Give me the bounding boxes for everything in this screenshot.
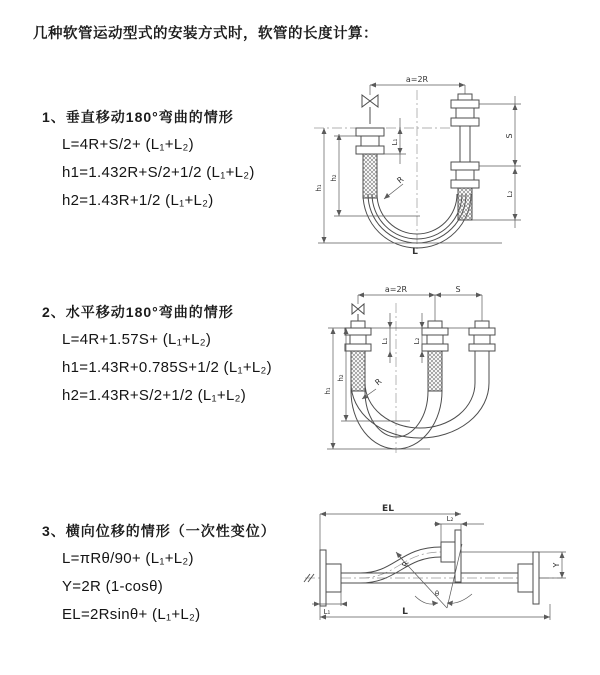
section-1-formula-L: L=4R+S/2+ (L₁+L₂) xyxy=(62,136,194,153)
section-3-formula-EL: EL=2Rsinθ+ (L₁+L₂) xyxy=(62,606,201,623)
section-2-formula-h2: h2=1.43R+S/2+1/2 (L₁+L₂) xyxy=(62,387,247,404)
left-flange xyxy=(320,550,341,606)
section-2-heading: 2、水平移动180°弯曲的情形 xyxy=(42,304,234,320)
hose-u-bends xyxy=(351,351,489,449)
page-title: 几种软管运动型式的安装方式时，软管的长度计算： xyxy=(33,26,378,42)
dim-label-y: Y xyxy=(552,562,561,568)
section-lateral-displacement xyxy=(42,522,342,624)
dim-label-el: EL xyxy=(382,504,394,514)
section-1-heading: 1、垂直移动180°弯曲的情形 xyxy=(42,109,234,125)
dim-label-l2: L₂ xyxy=(446,515,454,523)
dim-label-l: L xyxy=(412,247,418,257)
section-vertical-movement xyxy=(42,108,342,210)
section-2-formula-h1: h1=1.43R+0.785S+1/2 (L₁+L₂) xyxy=(62,359,272,376)
section-2-formula-L: L=4R+1.57S+ (L₁+L₂) xyxy=(62,331,212,348)
dim-label-l2: L₂ xyxy=(413,337,421,345)
dim-label-h1: h₁ xyxy=(324,387,332,395)
section-3-formula-Y: Y=2R (1-cosθ) xyxy=(62,578,164,595)
dim-label-l: L xyxy=(402,607,408,617)
diagram-vertical-180-bend xyxy=(310,70,600,260)
dim-label-a2r: a=2R xyxy=(405,75,429,84)
left-fitting xyxy=(356,128,384,198)
dim-label-r: R xyxy=(400,559,411,569)
dimension-arrows xyxy=(322,83,518,244)
section-3-formula-L: L=πRθ/90+ (L₁+L₂) xyxy=(62,550,194,567)
centerlines xyxy=(314,90,452,252)
dimension-lines xyxy=(318,85,521,243)
dim-label-h1: h₁ xyxy=(315,184,323,192)
dim-label-r: R xyxy=(373,376,384,388)
section-1-formula-h1: h1=1.432R+S/2+1/2 (L₁+L₂) xyxy=(62,164,255,181)
valve-icon xyxy=(362,95,378,124)
right-fitting-positions xyxy=(451,94,479,220)
valve-icon xyxy=(352,304,364,321)
dim-label-a2r: a=2R xyxy=(384,285,408,294)
dim-label-l2: L₂ xyxy=(506,190,514,198)
dim-label-r: R xyxy=(395,174,406,186)
dim-label-l1: L₁ xyxy=(323,608,331,616)
dim-label-s: S xyxy=(505,133,514,139)
dim-label-h2: h₂ xyxy=(330,174,338,182)
section-horizontal-movement xyxy=(42,303,342,405)
dim-label-theta: θ xyxy=(434,590,440,598)
dim-label-l1: L₁ xyxy=(381,337,389,345)
diagram-lateral-displacement xyxy=(300,502,600,642)
diagram-horizontal-180-bend xyxy=(310,283,600,463)
dim-label-l1: L₁ xyxy=(391,138,399,146)
section-3-heading: 3、横向位移的情形（一次性变位） xyxy=(42,523,276,539)
dim-label-s: S xyxy=(455,285,461,294)
dim-label-h2: h₂ xyxy=(337,374,345,382)
section-1-formula-h2: h2=1.43R+1/2 (L₁+L₂) xyxy=(62,192,214,209)
displaced-hose xyxy=(360,530,461,583)
